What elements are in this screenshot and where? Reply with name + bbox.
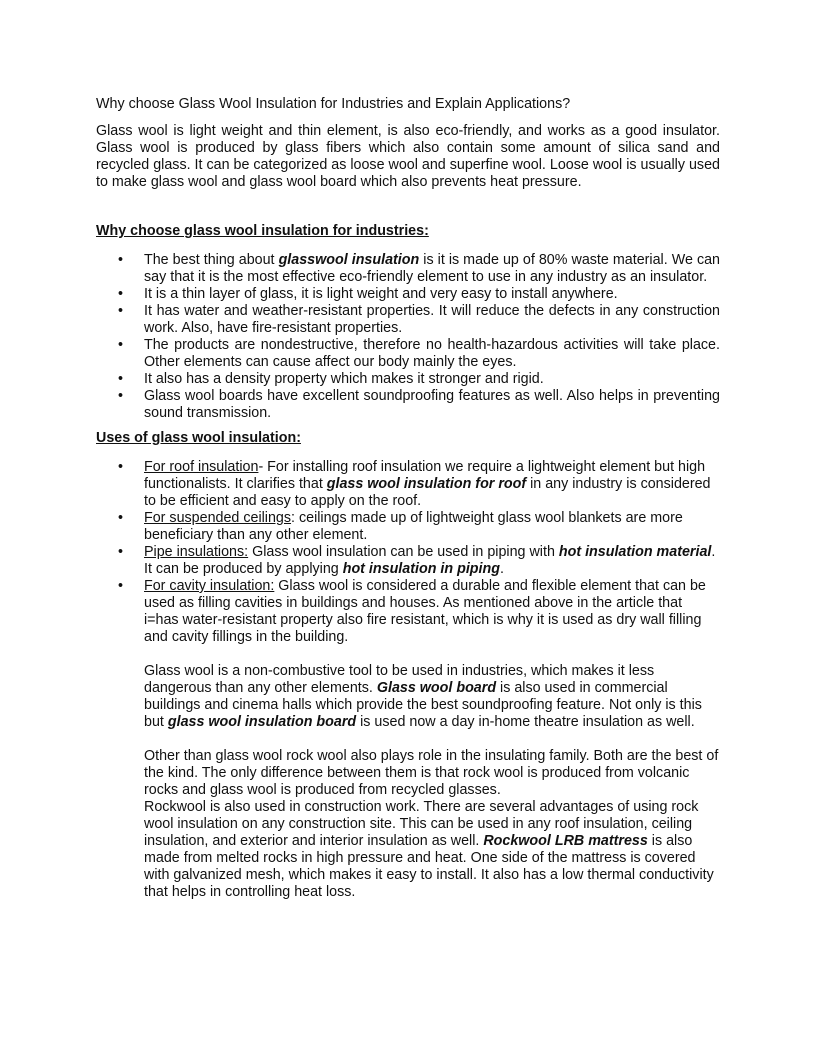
list-item: • Glass wool boards have excellent soundproofing features as well. Also helps in preventing sound transmission. — [96, 388, 720, 422]
text-run: The best thing about — [144, 252, 279, 268]
text-run: in any industry is considered to be efficient and easy to apply on the roof. — [144, 476, 711, 509]
text-run: : ceilings made up of lightweight glass wool blankets are more beneficiary than any other element. — [144, 510, 683, 543]
text-run: is also made from melted rocks in high pressure and heat. One side of the mattress is covered with galvanized mesh, which makes it easy to install. It also has a low thermal conductivity that helps in controlling heat loss. — [144, 833, 714, 900]
why-heading: Why choose glass wool insulation for industries: — [96, 223, 429, 239]
bold-term: hot insulation material — [558, 544, 712, 560]
list-item-ceiling — [96, 510, 720, 544]
list-item: • It has water and weather-resistant properties. It will reduce the defects in any construction work. Also, have fire-resistant properties. — [96, 303, 720, 337]
text-run: Rockwool is also used in construction work. There are several advantages of using rock wool insulation on any construction site. This can be used in any roof insulation, ceiling insulation, and exterior and interior insulation as well. — [144, 799, 699, 849]
uses-list — [96, 459, 720, 646]
ceiling-label: For suspended ceilings — [144, 510, 292, 526]
bold-term: glass wool insulation for roof — [326, 476, 527, 492]
text-run: Glass wool insulation can be used in piping with — [248, 544, 559, 560]
text-run: . — [499, 561, 504, 577]
list-item-pipe — [96, 544, 720, 578]
cavity-label: For cavity insulation: — [144, 578, 275, 594]
bold-term: hot insulation in piping — [342, 561, 500, 577]
paragraph-rockwool-lrb — [96, 799, 720, 901]
list-item — [96, 252, 720, 286]
list-item: • It is a thin layer of glass, it is light weight and very easy to install anywhere. — [96, 286, 720, 303]
text-run: is used now a day in-home theatre insulation as well. — [356, 714, 695, 730]
text-run: Glass wool is a non-combustive tool to be used in industries, which makes it less dangerous than any other elements. — [144, 663, 655, 696]
list-item: • It also has a density property which makes it stronger and rigid. — [96, 371, 720, 388]
bold-term: glasswool insulation — [278, 252, 420, 268]
text-run: - For installing roof insulation we require a lightweight element but high functionalists. It clarifies that — [144, 459, 706, 492]
list-item: • The products are nondestructive, therefore no health-hazardous activities will take place. Other elements can cause affect our body mainly the eyes. — [96, 337, 720, 371]
document-title: Why choose Glass Wool Insulation for Industries and Explain Applications? — [96, 96, 571, 112]
bold-term: glass wool insulation board — [167, 714, 357, 730]
document-page — [96, 96, 720, 901]
intro-paragraph: Glass wool is light weight and thin element, is also eco-friendly, and works as a good insulator. Glass wool is produced by glass fibers which also contain some amount of silica sand and recycled glass. It can be categorized as loose wool and superfine wool. Loose wool is usually used to make glass wool and glass wool board which also prevents heat pressure. — [96, 123, 720, 190]
bold-term: Glass wool board — [376, 680, 497, 696]
paragraph-rockwool-compare: Other than glass wool rock wool also plays role in the insulating family. Both are the best of the kind. The only difference between them is that rock wool is produced from volcanic rocks and glass wool is produced from recycled glasses. — [144, 748, 719, 798]
why-list — [96, 252, 720, 422]
list-item-cavity — [96, 578, 720, 646]
roof-label: For roof insulation — [144, 459, 259, 475]
text-run: . It can be produced by applying — [144, 544, 716, 577]
uses-heading: Uses of glass wool insulation: — [96, 430, 301, 446]
text-run: is it is made up of 80% waste material. We can say that it is the most effective eco-friendly element to use in any industry as an insulator. — [144, 252, 721, 285]
bold-term: Rockwool LRB mattress — [483, 833, 648, 849]
text-run: Glass wool is considered a durable and flexible element that can be used as filling cavities in buildings and houses. As mentioned above in the article that i=has water-resistant property also fire resistant, which is why it is used as dry wall filling and cavity fillings in the building. — [144, 578, 706, 645]
text-run: is also used in commercial buildings and cinema halls which provide the best soundproofing feature. Not only is this but — [144, 680, 702, 730]
list-item-roof — [96, 459, 720, 510]
pipe-label: Pipe insulations: — [144, 544, 249, 560]
paragraph-noncombustive — [96, 663, 720, 731]
